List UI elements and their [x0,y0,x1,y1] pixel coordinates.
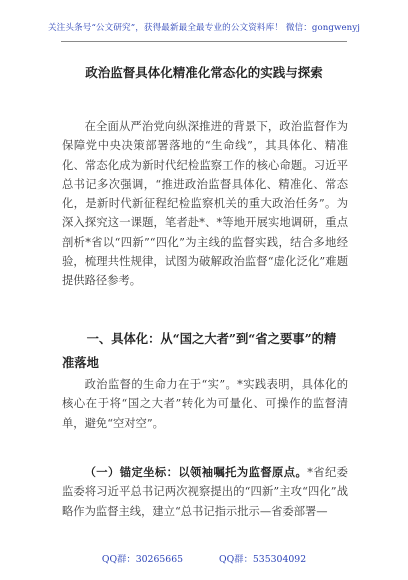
header-banner: 关注头条号“公文研究”，获得最新最全最专业的公文资料库！ 微信：gongwenyj [47,23,361,33]
section-1-paragraph: 政治监督的生命力在于“实”。*实践表明，具体化的核心在于将“国之大者”转化为可量化、可操作的监督清单，避免“空对空”。 [62,378,348,430]
section-1-heading: 一、具体化：从“国之大者”到“省之要事”的精准落地 [62,331,337,370]
subsection-1-paragraph [62,463,348,521]
footer-qq-group-1: QQ群：30265665 [101,554,184,565]
footer-contact [0,551,408,565]
document-title: 政治监督具体化精准化常态化的实践与探索 [85,65,323,80]
intro-paragraph: 在全面从严治党向纵深推进的背景下，政治监督作为保障党中央决策部署落地的“生命线”，其具体化、精准化、常态化成为新时代纪检监察工作的核心命题。习近平总书记多次强调，“推进政治监督具体化、精准化、常态化，是新时代新征程纪检监察机关的重大政治任务”。为深入探究这一课题，笔者赴*、*等地开展实地调研，重点剖析*省以“四新”“四化”为主线的监督实践，结合多地经验，梳理共性规律，试图为破解政治监督“虚化泛化”难题提供路径参考。 [62,120,348,288]
subsection-1-heading: （一）锚定坐标：以领袖嘱托为监督原点。 [84,465,308,479]
header-divider [61,41,347,42]
footer-qq-group-2: QQ群：535304092 [219,554,307,565]
subsection-1-text: *省纪委监委将习近平总书记两次视察提出的“四新”主攻“四化”战略作为监督主线，建立“总书记指示批示—省委部署— [62,466,348,518]
